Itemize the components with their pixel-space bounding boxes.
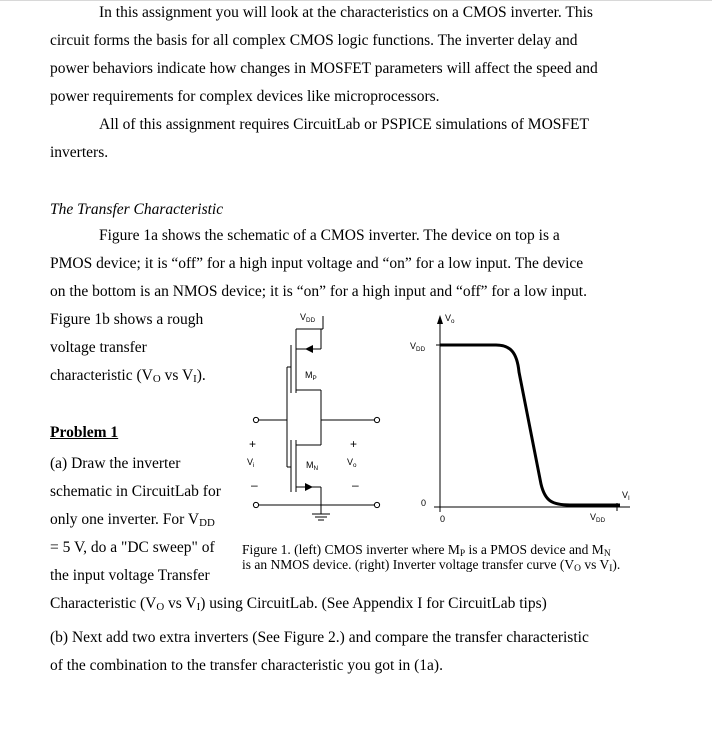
caption-line-1: Figure 1. (left) CMOS inverter where $M_P$ is a PMOS device and $M_N$	[242, 542, 611, 559]
intro-line-5: All of this assignment requires CircuitLab or PSPICE simulations of MOSFET	[99, 116, 589, 133]
section-title: The Transfer Characteristic	[50, 201, 224, 218]
graph-zero-x: 0	[440, 514, 446, 524]
vi-plus: +	[249, 437, 257, 451]
intro-line-6: inverters.	[50, 144, 109, 161]
caption-line-2: is an NMOS device. (right) Inverter voltage transfer curve ($V_O$ vs $V_I$).	[242, 557, 621, 574]
section-line-1: Figure 1a shows the schematic of a CMOS inverter. The device on top is a	[99, 227, 560, 244]
vo-minus: –	[352, 478, 359, 492]
section-line-4: Figure 1b shows a rough	[50, 311, 204, 328]
vi-label: $V_i$	[247, 457, 255, 469]
section-line-2: PMOS device; it is “off” for a high input voltage and “on” for a low input. The device	[50, 255, 584, 272]
graph-zero-y: 0	[421, 498, 427, 508]
problem-a-line-3: only one inverter. For $V_{DD}$	[50, 511, 215, 529]
problem-a-line-1: (a) Draw the inverter	[50, 455, 181, 472]
graph-vi-label: $V_I$	[622, 490, 630, 502]
graph-vdd-x-label: $V_{DD}$	[590, 512, 606, 524]
intro-line-3: power behaviors indicate how changes in MOSFET parameters will affect the speed and	[50, 60, 598, 77]
vo-label: $V_o$	[347, 457, 357, 469]
mp-label: $M_P$	[305, 370, 317, 382]
problem-a-line-2: schematic in CircuitLab for	[50, 483, 221, 500]
problem-b-line-1: (b) Next add two extra inverters (See Figure 2.) and compare the transfer characteristic	[50, 629, 589, 646]
y-axis-arrow	[437, 315, 443, 324]
section-line-6: characteristic ($V_O$ vs $V_I$).	[50, 367, 206, 385]
section-line-5: voltage transfer	[50, 339, 147, 356]
problem-title: Problem 1	[50, 424, 119, 441]
graph-vdd-y-label: $V_{DD}$	[410, 341, 426, 353]
intro-line-1: In this assignment you will look at the characteristics on a CMOS inverter. This	[99, 4, 593, 21]
problem-a-line-4: = 5 V, do a "DC sweep" of	[50, 539, 215, 556]
vo-plus: +	[350, 437, 358, 451]
problem-a-line-6: Characteristic ($V_O$ vs $V_I$) using CircuitLab. (See Appendix I for CircuitLab tips)	[50, 595, 547, 613]
vdd-label: $V_{DD}$	[300, 312, 316, 324]
intro-line-2: circuit forms the basis for all complex CMOS logic functions. The inverter delay and	[50, 32, 578, 49]
intro-line-4: power requirements for complex devices like microprocessors.	[50, 88, 440, 105]
vtc-curve	[440, 345, 620, 505]
mn-label: $M_N$	[306, 460, 319, 472]
problem-a-line-5: the input voltage Transfer	[50, 567, 210, 584]
graph-vo-label: $V_o$	[445, 313, 455, 325]
vi-minus: –	[251, 478, 258, 492]
figure-caption	[242, 542, 620, 572]
section-line-3: on the bottom is an NMOS device; it is “on” for a high input and “off” for a low input.	[50, 283, 587, 300]
problem-b-line-2: of the combination to the transfer characteristic you got in (1a).	[50, 657, 443, 674]
